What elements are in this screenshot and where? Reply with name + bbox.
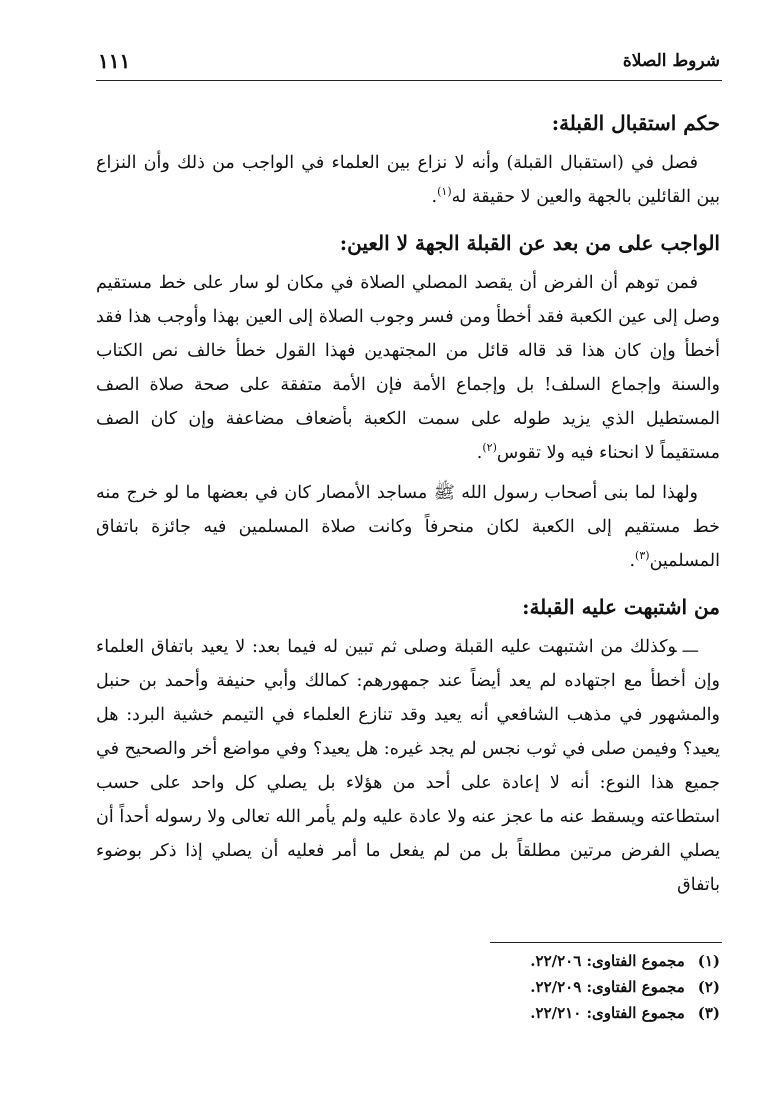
page-number: ١١١	[98, 49, 131, 73]
footnote-text: مجموع الفتاوى: ٢٢/٢١٠.	[530, 1004, 685, 1022]
paragraph-end: .	[431, 187, 438, 207]
paragraph-text: فمن توهم أن الفرض أن يقصد المصلي الصلاة في مكان لو سار على خط مستقيم وصل إلى عين الكعبة فقد أخطأ ومن فسر وجوب الصلاة إلى العين بهذا وأوجب هذا فقد أخطأ وإن كان هذا قد قاله قائل من المجتهدين فهذا القول خطأ خالف نص الكتاب والسنة وإجماع السلف! بل وإجماع الأمة فإن الأمة متفقة على صحة صلاة الصف المستطيل الذي يزيد طوله على سمت الكعبة بأضعاف مضاعفة وإن كان الصف مستقيماً لا انحناء فيه ولا تقوس	[96, 273, 720, 463]
paragraph-text: وكذلك من اشتبهت عليه القبلة وصلى ثم تبين له فيما بعد: لا يعيد باتفاق العلماء وإن أخطأ مع اجتهاده لم يعد أيضاً عند جمهورهم: كمالك وأبي حنيفة وأحمد بن حنبل والمشهور في مذهب الشافعي أنه يعيد وقد تنازع العلماء في التيمم خشية البرد: هل يعيد؟ وفيمن صلى في ثوب نجس لم يجد غيره: هل يعيد؟ وفي مواضع أخر والصحيح في جميع هذا النوع: أنه لا إعادة على أحد من هؤلاء بل يصلي كل واحد على حسب استطاعته ويسقط عنه ما عجز عنه ولا عادة عليه ولم يأمر الله تعالى ولا رسوله أحداً أن يصلي الفرض مرتين مطلقاً بل من لم يفعل ما أمر فعليه أن يصلي إذا ذكر بوضوء باتفاق	[96, 637, 720, 895]
main-text	[96, 104, 720, 908]
paragraph	[96, 146, 720, 214]
section-heading: الواجب على من بعد عن القبلة الجهة لا العين:	[339, 231, 720, 255]
footnote-number: (٢)	[697, 978, 720, 996]
footnote-number: (٣)	[697, 1004, 720, 1022]
paragraph-text: فصل في (استقبال القبلة) وأنه لا نزاع بين العلماء في الواجب من ذلك وأن النزاع بين القائلين بالجهة والعين لا حقيقة له	[96, 153, 720, 207]
footnote-ref: (٣)	[635, 549, 650, 563]
section-heading: من اشتبهت عليه القبلة:	[522, 595, 720, 619]
paragraph-text: ولهذا لما بنى أصحاب رسول الله ﷺ مساجد الأمصار كان في بعضها ما لو خرج منه خط مستقيم إلى الكعبة لكان منحرفاً وكانت صلاة المسلمين فيه جائزة باتفاق المسلمين	[96, 483, 720, 571]
paragraph	[96, 266, 720, 470]
page-header	[98, 46, 720, 78]
footnote	[360, 974, 720, 1000]
running-title: شروط الصلاة	[622, 51, 720, 71]
footnote-ref: (١)	[437, 185, 452, 199]
section-heading: حكم استقبال القبلة:	[551, 111, 720, 135]
footnote	[360, 1000, 720, 1026]
paragraph	[96, 630, 720, 902]
footnote-rule	[490, 942, 722, 943]
header-rule	[96, 80, 722, 81]
paragraph-end: .	[629, 551, 636, 571]
paragraph	[96, 476, 720, 578]
footnotes	[360, 948, 720, 1026]
footnote-number: (١)	[697, 952, 720, 970]
footnote-text: مجموع الفتاوى: ٢٢/٢٠٦.	[530, 952, 685, 970]
footnote	[360, 948, 720, 974]
paragraph-end: .	[476, 443, 483, 463]
margin-mark: ـــ	[682, 637, 698, 657]
footnote-ref: (٢)	[482, 441, 497, 455]
footnote-text: مجموع الفتاوى: ٢٢/٢٠٩.	[530, 978, 685, 996]
